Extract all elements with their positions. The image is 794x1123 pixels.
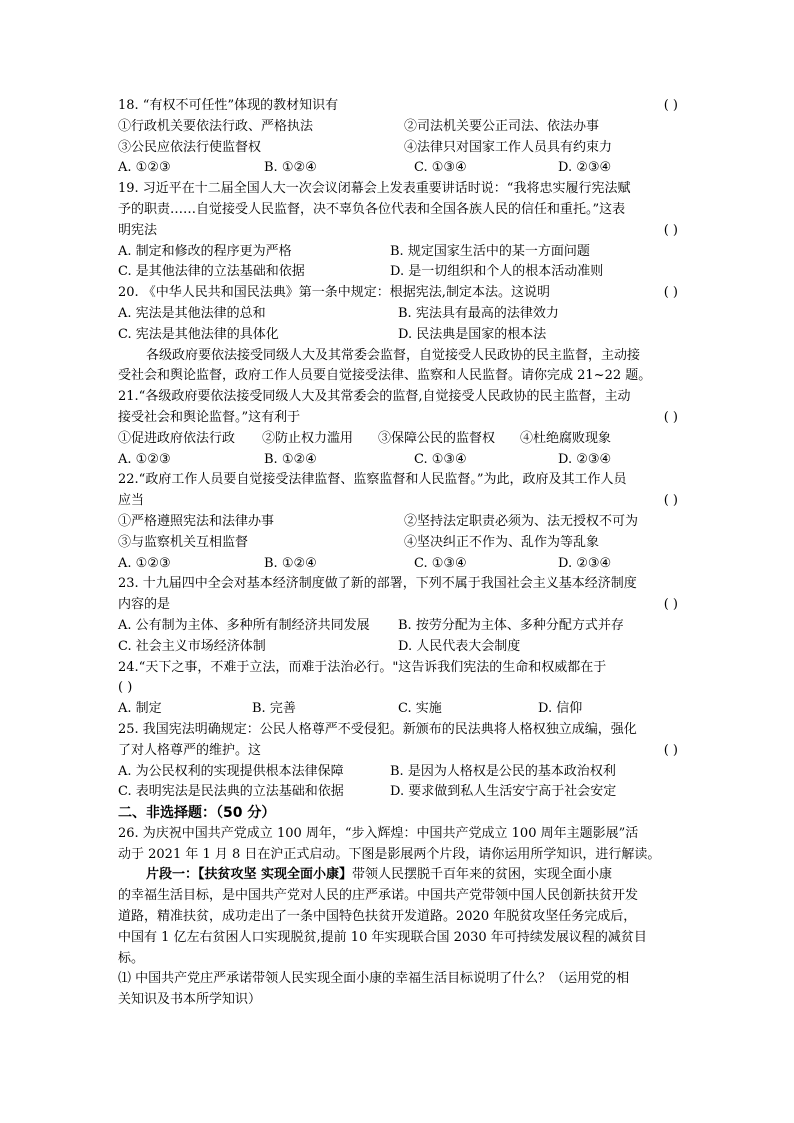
answer-bracket: ( ): [663, 597, 678, 613]
question-23-line2: 内容的是 ( ): [118, 595, 678, 616]
choice-b: B. ①②④: [264, 160, 317, 176]
question-25-line2: 了对人格尊严的维护。这 ( ): [118, 741, 678, 762]
question-22-choices: [118, 554, 678, 575]
question-19-choices-row1: [118, 242, 678, 263]
fragment-1-line5: 标。: [118, 950, 145, 966]
choice-b: B. 按劳分配为主体、多种分配方式并存: [398, 617, 624, 633]
choice-a: A. ①②③: [118, 160, 171, 176]
choice-a: A. ①②③: [118, 555, 171, 571]
choice-d: D. 信仰: [538, 701, 583, 717]
question-18-items-row2: [118, 138, 678, 159]
answer-bracket: ( ): [663, 222, 678, 238]
question-21-line2: 接受社会和舆论监督。”这有利于 ( ): [118, 408, 678, 429]
question-22-items-row1: [118, 512, 678, 533]
question-20-choices-row1: [118, 304, 678, 325]
answer-bracket: ( ): [663, 493, 678, 509]
choice-b: B. ①②④: [264, 451, 317, 467]
answer-bracket: ( ): [663, 285, 678, 301]
choice-c: C. ①③④: [414, 555, 467, 571]
answer-bracket: ( ): [118, 680, 133, 696]
question-20-stem: 20. 《中华人民共和国民法典》第一条中规定：根据宪法,制定本法。这说明 ( ): [118, 283, 678, 304]
choice-d: D. 民法典是国家的根本法: [398, 326, 547, 342]
choice-d: D. ②③④: [558, 555, 612, 571]
sub-question-1-line1: ⑴ 中国共产党庄严承诺带领人民实现全面小康的幸福生活目标说明了什么？（运用党的相: [118, 971, 630, 987]
question-21-line1: 21.“各级政府要依法接受同级人大及其常委会的监督,自觉接受人民政协的民主监督，主动: [118, 389, 631, 405]
choice-d: D. 要求做到私人生活安宁高于社会安定: [390, 784, 617, 800]
question-18-items-row1: [118, 117, 678, 138]
statement-4: ④杜绝腐败现象: [520, 430, 612, 446]
question-18-choices: [118, 158, 678, 179]
fragment-1-line2: 的幸福生活目标，是中国共产党对人民的庄严承诺。中国共产党带领中国人民创新扶贫开发: [118, 888, 639, 904]
statement-4: ④法律只对国家工作人员具有约束力: [404, 139, 613, 155]
material-line1: 各级政府要依法接受同级人大及其常委会监督，自觉接受人民政协的民主监督，主动接: [146, 347, 641, 363]
question-23-choices-row1: [118, 616, 678, 637]
question-19-choices-row2: [118, 262, 678, 283]
statement-1: ①严格遵照宪法和法律办事: [118, 513, 275, 529]
question-23-line1: 23. 十九届四中全会对基本经济制度做了新的部署，下列不属于我国社会主义基本经济制度: [118, 576, 637, 592]
statement-3: ③公民应依法行使监督权: [118, 139, 262, 155]
question-25-choices-row2: [118, 782, 678, 803]
choice-d: D. 是一切组织和个人的根本活动准则: [390, 264, 604, 280]
answer-bracket: ( ): [663, 98, 678, 113]
choice-a: A. 为公民权利的实现提供根本法律保障: [118, 763, 344, 779]
question-21-choices: [118, 450, 678, 471]
question-19-line1: 19. 习近平在十二届全国人大一次会议闭幕会上发表重要讲话时说：“我将忠实履行宪法赋: [118, 181, 631, 197]
answer-bracket: ( ): [663, 742, 678, 758]
choice-b: B. 宪法具有最高的法律效力: [398, 305, 559, 321]
fragment-1-first-line: 带领人民摆脱千百年来的贫困，实现全面小康: [352, 867, 613, 883]
question-22-items-row2: [118, 533, 678, 554]
choice-c: C. 是其他法律的立法基础和依据: [118, 264, 305, 280]
question-25-choices-row1: [118, 762, 678, 783]
question-24-stem: 24.“天下之事，不难于立法，而难于法治必行。"这告诉我们宪法的生命和权威都在于: [118, 659, 607, 675]
fragment-1-label: 片段一：: [146, 867, 199, 883]
statement-3: ③与监察机关互相监督: [118, 534, 249, 550]
choice-b: B. 是因为人格权是公民的基本政治权利: [390, 763, 616, 779]
fragment-1-title: 【扶贫攻坚 实现全面小康】: [198, 867, 353, 883]
statement-2: ②司法机关要公正司法、依法办事: [404, 118, 600, 134]
question-24-choices: [118, 699, 678, 720]
fragment-1-line3: 道路，精准扶贫，成功走出了一条中国特色扶贫开发道路。2020 年脱贫攻坚任务完成后，: [118, 909, 637, 925]
statement-3: ③保障公民的监督权: [378, 430, 496, 446]
choice-c: C. 实施: [398, 701, 442, 717]
choice-d: D. ②③④: [558, 451, 612, 467]
choice-c: C. ①③④: [414, 451, 467, 467]
sub-question-1-line2: 关知识及书本所学知识）: [118, 992, 262, 1008]
question-23-choices-row2: [118, 637, 678, 658]
question-22-line1: 22.“政府工作人员要自觉接受法律监督、监察监督和人民监督。”为此，政府及其工作人员: [118, 472, 627, 488]
choice-a: A. 宪法是其他法律的总和: [118, 305, 266, 321]
statement-2: ②坚持法定职责必须为、法无授权不可为: [404, 513, 639, 529]
choice-c: C. 表明宪法是民法典的立法基础和依据: [118, 784, 344, 800]
answer-bracket: ( ): [663, 409, 678, 425]
choice-a: A. 制定: [118, 701, 162, 717]
choice-c: C. 社会主义市场经济体制: [118, 638, 266, 654]
choice-c: C. ①③④: [414, 160, 467, 176]
statement-4: ④坚决纠正不作为、乱作为等乱象: [404, 534, 600, 550]
question-18-stem: 18. “有权不可任性”体现的教材知识有 ( ): [118, 96, 678, 117]
choice-d: D. 人民代表大会制度: [398, 638, 521, 654]
question-19-line2: 予的职责……自觉接受人民监督，决不辜负各位代表和全国各族人民的信任和重托。”这表: [118, 201, 626, 217]
question-26-line1: 26. 为庆祝中国共产党成立 100 周年，“步入辉煌：中国共产党成立 100 周年主题影展”活: [118, 825, 639, 841]
choice-b: B. ①②④: [264, 555, 317, 571]
choice-b: B. 完善: [252, 701, 296, 717]
question-21-items: [118, 429, 678, 450]
question-24-bracket-line: [118, 678, 678, 699]
statement-2: ②防止权力滥用: [262, 430, 354, 446]
question-19-line3: 明宪法 ( ): [118, 221, 678, 242]
statement-1: ①行政机关要依法行政、严格执法: [118, 118, 314, 134]
statement-1: ①促进政府依法行政: [118, 430, 236, 446]
choice-a: A. ①②③: [118, 451, 171, 467]
question-26-line2: 动于 2021 年 1 月 8 日在沪正式启动。下图是影展两个片段，请你运用所学知识，进行解读。: [118, 846, 661, 862]
question-22-line2: 应当 ( ): [118, 491, 678, 512]
material-line2: 受社会和舆论监督，政府工作人员要自觉接受法律、监察和人民监督。请你完成 21~22 题。: [118, 368, 652, 384]
exam-page: [118, 96, 678, 1011]
fragment-1-line4: 中国有 1 亿左右贫困人口实现脱贫,提前 10 年实现联合国 2030 年可持续发展议程的减贫目: [118, 929, 647, 945]
choice-a: A. 制定和修改的程序更为严格: [118, 243, 292, 259]
fragment-1-heading: [118, 865, 678, 886]
choice-a: A. 公有制为主体、多种所有制经济共同发展: [118, 617, 370, 633]
section-2-heading: 二、非选择题：（50 分）: [118, 805, 276, 822]
choice-d: D. ②③④: [558, 160, 612, 176]
choice-b: B. 规定国家生活中的某一方面问题: [390, 243, 590, 259]
choice-c: C. 宪法是其他法律的具体化: [118, 326, 279, 342]
question-25-line1: 25. 我国宪法明确规定：公民人格尊严不受侵犯。新颁布的民法典将人格权独立成编，强化: [118, 721, 637, 737]
question-20-choices-row2: [118, 325, 678, 346]
